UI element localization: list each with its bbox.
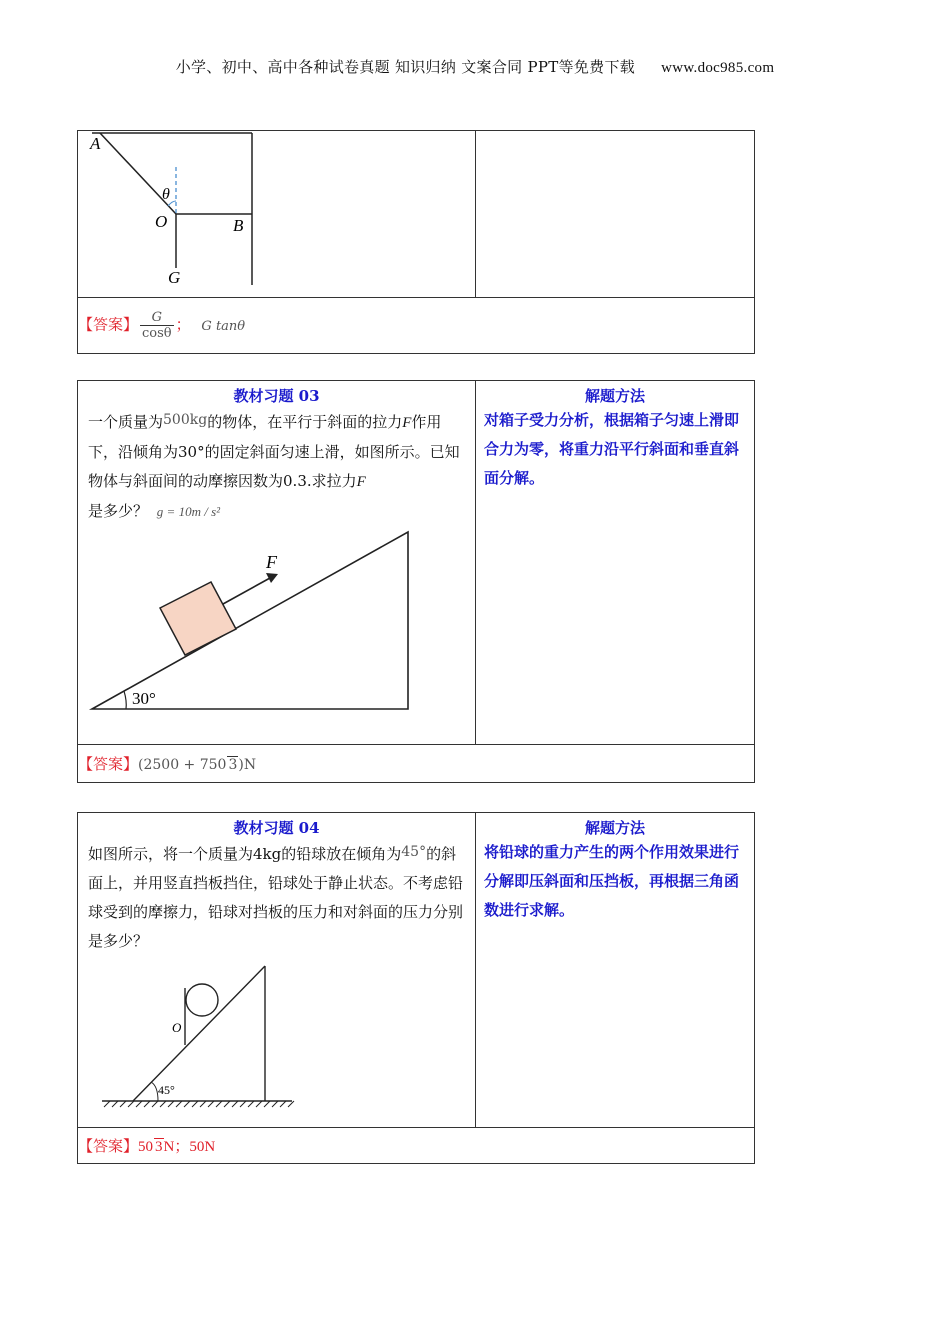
method-text: 对箱子受力分析，根据箱子匀速上滑即合力为零，将重力沿平行斜面和垂直斜面分解。 xyxy=(484,411,740,487)
answer-label: 【答案】 xyxy=(78,1137,139,1155)
exercise-title: 教材习题 04 xyxy=(233,819,320,837)
angle-arc xyxy=(124,691,126,709)
incline-diagram xyxy=(78,528,474,728)
method-cell xyxy=(476,813,755,1128)
exercise-box-03 xyxy=(77,380,755,783)
label-a: A xyxy=(90,134,101,153)
header-text: 小学、初中、高中各种试卷真题 知识归纳 文案合同 PPT等免费下载 xyxy=(175,58,636,76)
answer-second: G tanθ xyxy=(201,318,246,334)
label-o: O xyxy=(172,1020,182,1035)
label-o: O xyxy=(155,212,168,231)
empty-method-cell xyxy=(476,131,755,298)
question-cell xyxy=(78,381,476,745)
angle-arc xyxy=(151,1082,158,1101)
ball-incline-diagram xyxy=(78,962,474,1112)
pulley-force-diagram xyxy=(78,131,474,293)
answer-label: 【答案】 xyxy=(78,315,139,334)
answer-fraction xyxy=(140,310,174,341)
gravity-value: g = 10m / s² xyxy=(156,504,221,519)
fraction-numerator: G xyxy=(140,310,174,326)
method-title: 解题方法 xyxy=(584,387,645,405)
answer-label: 【答案】 xyxy=(78,755,139,773)
exercise-box-02 xyxy=(77,130,755,354)
label-f: F xyxy=(266,552,277,572)
box-block xyxy=(160,582,236,655)
incline-triangle xyxy=(92,532,408,709)
angle-value: 45° xyxy=(401,844,427,860)
incline-line xyxy=(133,966,265,1101)
question-text: 一个质量为500kg的物体，在平行于斜面的拉力F作用下，沿倾角为30°的固定斜面匀速上滑，如图所示。已知物体与斜面间的动摩擦因数为0.3.求拉力F 是多少？ g = 10m / s² xyxy=(88,412,460,520)
label-angle: 30° xyxy=(132,689,156,708)
label-g: G xyxy=(168,268,181,287)
exercise-title: 教材习题 03 xyxy=(233,387,320,405)
fraction-denominator: cosθ xyxy=(142,326,172,341)
method-title: 解题方法 xyxy=(584,819,645,837)
mass-value: 500kg xyxy=(163,412,208,428)
lead-ball xyxy=(186,984,218,1016)
page-header xyxy=(0,56,950,77)
label-b: B xyxy=(233,216,244,235)
header-site: www.doc985.com xyxy=(661,60,775,76)
answer-row xyxy=(78,745,755,783)
force-arrow-shaft xyxy=(223,578,270,604)
figure-cell xyxy=(78,131,476,298)
answer-row xyxy=(78,298,755,354)
method-cell xyxy=(476,381,755,745)
answer-row xyxy=(78,1128,755,1164)
ground-hatching xyxy=(104,1101,294,1107)
force-arrow-head xyxy=(266,573,278,583)
label-theta: θ xyxy=(162,186,170,203)
method-text: 将铅球的重力产生的两个作用效果进行分解即压斜面和压挡板，再根据三角函数进行求解。 xyxy=(484,843,740,919)
question-text: 如图所示，将一个质量为4kg的铅球放在倾角为45°的斜面上，并用竖直挡板挡住，铅球处于静止状态。不考虑铅球受到的摩擦力，铅球对挡板的压力和对斜面的压力分别是多少？ xyxy=(88,844,464,950)
answer-value: 50 3N；50N xyxy=(138,1139,216,1155)
answer-value: (2500 + 750 3)N xyxy=(138,757,257,773)
exercise-box-04 xyxy=(77,812,755,1164)
answer-separator: ； xyxy=(175,315,191,334)
question-cell xyxy=(78,813,476,1128)
label-angle: 45° xyxy=(158,1083,175,1097)
